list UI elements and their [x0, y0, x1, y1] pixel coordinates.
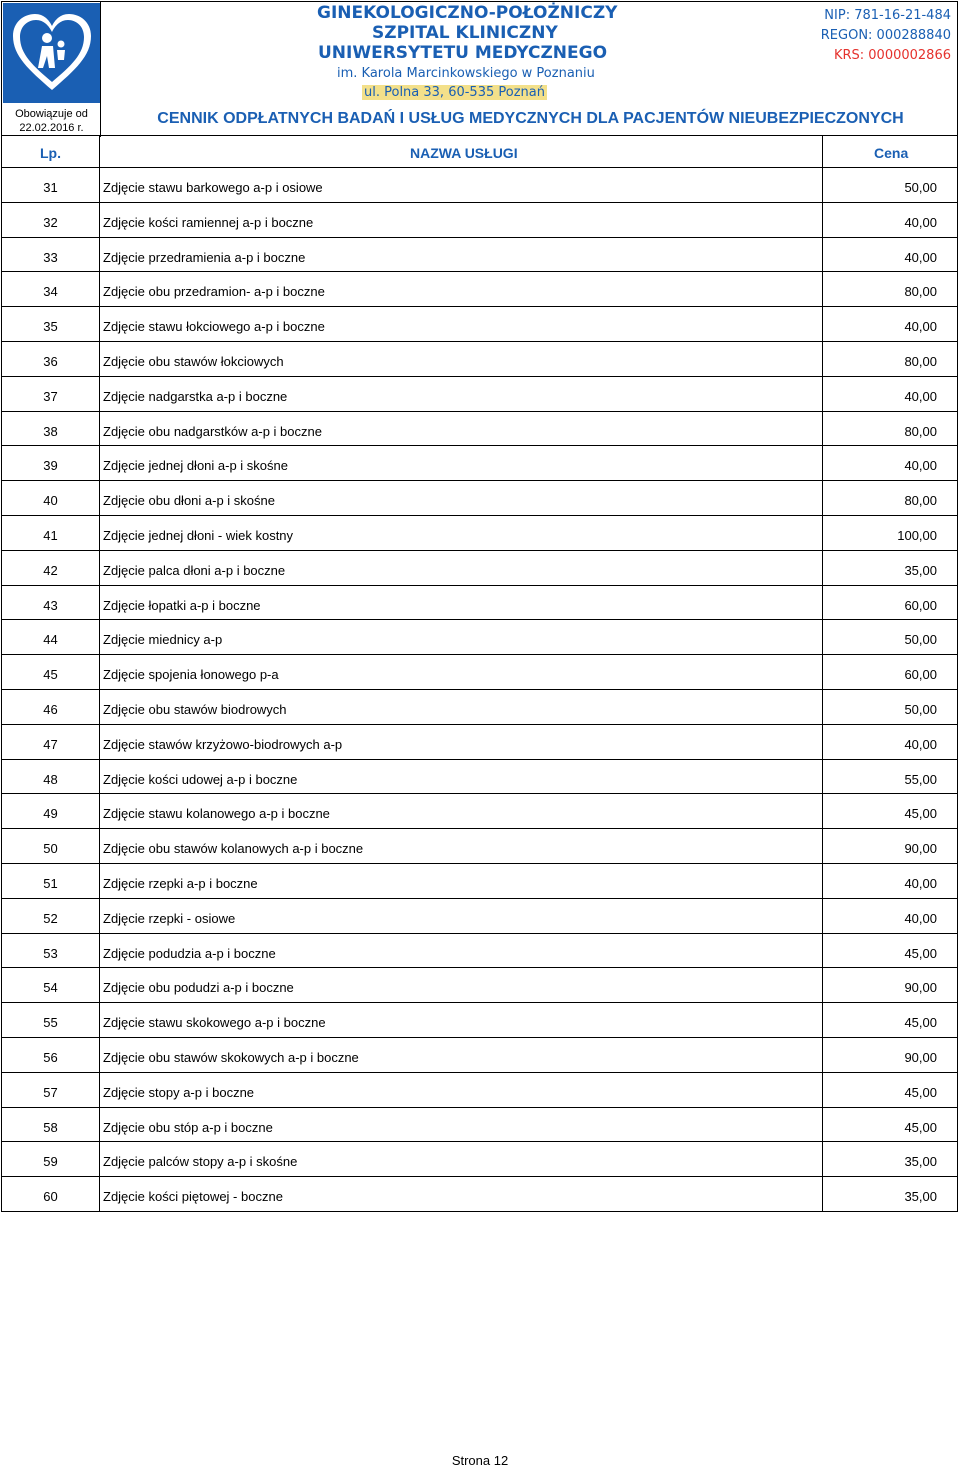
column-divider	[822, 307, 823, 341]
column-divider	[99, 794, 100, 828]
table-row	[1, 968, 958, 1003]
service-name: Zdjęcie nadgarstka a-p i boczne	[103, 388, 288, 404]
table-row	[1, 1038, 958, 1073]
column-divider	[822, 690, 823, 724]
table-row	[1, 481, 958, 516]
service-price: 45,00	[904, 1015, 937, 1031]
column-divider	[822, 1108, 823, 1142]
heart-logo-icon	[9, 12, 95, 94]
document-title: CENNIK ODPŁATNYCH BADAŃ I USŁUG MEDYCZNYCH DLA PACJENTÓW NIEUBEZPIECZONYCH	[157, 110, 904, 127]
service-price: 35,00	[904, 1154, 937, 1170]
row-number: 40	[43, 493, 58, 509]
row-number: 31	[43, 180, 58, 195]
row-number: 39	[43, 458, 58, 474]
address-line2: ul. Polna 33, 60-535 Poznań	[364, 85, 545, 100]
column-divider	[99, 446, 100, 480]
service-name: Zdjęcie kości piętowej - boczne	[103, 1189, 283, 1205]
column-divider	[822, 1142, 823, 1176]
row-number: 49	[43, 806, 58, 822]
service-name: Zdjęcie obu stóp a-p i boczne	[103, 1119, 273, 1135]
row-number: 46	[43, 701, 58, 717]
row-number: 45	[43, 667, 58, 683]
column-divider	[99, 1177, 100, 1211]
table-row	[1, 655, 958, 690]
service-name: Zdjęcie stopy a-p i boczne	[103, 1084, 255, 1100]
column-divider	[822, 272, 823, 306]
column-divider	[822, 864, 823, 898]
table-row	[1, 272, 958, 307]
column-divider	[99, 968, 100, 1002]
service-name: Zdjęcie spojenia łonowego p-a	[103, 667, 279, 683]
column-divider	[99, 899, 100, 933]
service-name: Zdjęcie stawu łokciowego a-p i boczne	[103, 319, 325, 335]
column-divider	[99, 1038, 100, 1072]
table-row	[1, 203, 958, 238]
service-name: Zdjęcie stawu barkowego a-p i osiowe	[103, 180, 323, 195]
row-number: 48	[43, 771, 58, 787]
krs-number: KRS: 0000002866	[833, 48, 951, 63]
row-number: 43	[43, 597, 58, 613]
service-price: 40,00	[904, 736, 937, 752]
row-number: 42	[43, 562, 58, 578]
service-price: 40,00	[904, 458, 937, 474]
column-divider	[99, 586, 100, 620]
hospital-logo	[3, 3, 100, 103]
service-price: 80,00	[904, 493, 937, 509]
column-divider	[99, 1073, 100, 1107]
service-price: 55,00	[904, 771, 937, 787]
column-divider	[99, 1108, 100, 1142]
hospital-name-line3: UNIWERSYTETU MEDYCZNEGO	[318, 43, 608, 63]
column-divider	[99, 620, 100, 654]
service-name: Zdjęcie obu podudzi a-p i boczne	[103, 980, 294, 996]
row-number: 32	[43, 214, 58, 230]
service-name: Zdjęcie miednicy a-p	[103, 632, 223, 648]
service-name: Zdjęcie podudzia a-p i boczne	[103, 945, 276, 961]
service-name: Zdjęcie stawów krzyżowo-biodrowych a-p	[103, 736, 343, 752]
service-name: Zdjęcie obu nadgarstków a-p i boczne	[103, 423, 322, 439]
column-divider	[822, 899, 823, 933]
regon-number: REGON: 000288840	[820, 28, 951, 43]
service-price: 50,00	[904, 180, 937, 195]
service-name: Zdjęcie palców stopy a-p i skośne	[103, 1154, 298, 1170]
valid-from	[3, 103, 100, 136]
service-name: Zdjęcie obu stawów łokciowych	[103, 353, 284, 369]
service-name: Zdjęcie palca dłoni a-p i boczne	[103, 562, 286, 578]
row-number: 34	[43, 284, 58, 300]
row-number: 36	[43, 353, 58, 369]
service-name: Zdjęcie obu stawów biodrowych	[103, 701, 287, 717]
page-number: Strona 12	[451, 1453, 509, 1468]
header-divider	[100, 2, 101, 137]
column-divider	[822, 1003, 823, 1037]
column-divider	[822, 794, 823, 828]
table-row	[1, 307, 958, 342]
column-header-lp: Lp.	[40, 145, 61, 161]
service-name: Zdjęcie kości ramiennej a-p i boczne	[103, 214, 314, 230]
table-row	[1, 168, 958, 203]
service-price: 40,00	[904, 319, 937, 335]
service-name: Zdjęcie przedramienia a-p i boczne	[103, 249, 306, 265]
column-divider	[99, 272, 100, 306]
nip-number: NIP: 781-16-21-484	[824, 8, 951, 23]
row-number: 50	[43, 841, 58, 857]
column-divider	[822, 377, 823, 411]
column-divider	[99, 1003, 100, 1037]
table-row	[1, 238, 958, 273]
table-row	[1, 1108, 958, 1143]
table-row	[1, 551, 958, 586]
service-price: 45,00	[904, 806, 937, 822]
column-divider	[99, 412, 100, 446]
row-number: 59	[43, 1154, 58, 1170]
row-number: 33	[43, 249, 58, 265]
table-row	[1, 760, 958, 795]
service-name: Zdjęcie obu stawów skokowych a-p i boczne	[103, 1049, 359, 1065]
column-divider	[822, 968, 823, 1002]
column-divider	[822, 620, 823, 654]
column-divider	[99, 516, 100, 550]
column-divider	[99, 760, 100, 794]
row-number: 38	[43, 423, 58, 439]
hospital-name-line1: GINEKOLOGICZNO-POŁOŻNICZY	[317, 3, 618, 23]
service-name: Zdjęcie obu przedramion- a-p i boczne	[103, 284, 325, 300]
column-divider	[822, 1073, 823, 1107]
service-price: 40,00	[904, 214, 937, 230]
service-name: Zdjęcie jednej dłoni - wiek kostny	[103, 527, 294, 543]
table-row	[1, 446, 958, 481]
table-row	[1, 586, 958, 621]
service-price: 90,00	[904, 980, 937, 996]
table-row	[1, 1177, 958, 1212]
column-divider	[99, 481, 100, 515]
column-divider	[822, 446, 823, 480]
column-divider	[822, 238, 823, 272]
table-row	[1, 899, 958, 934]
column-divider	[99, 342, 100, 376]
service-price: 60,00	[904, 597, 937, 613]
row-number: 60	[43, 1189, 58, 1205]
service-price: 60,00	[904, 667, 937, 683]
row-number: 35	[43, 319, 58, 335]
table-row	[1, 516, 958, 551]
address-line1: im. Karola Marcinkowskiego w Poznaniu	[337, 66, 595, 81]
service-name: Zdjęcie obu dłoni a-p i skośne	[103, 493, 275, 509]
service-price: 40,00	[904, 875, 937, 891]
table-row	[1, 412, 958, 447]
table-row	[1, 725, 958, 760]
table-row	[1, 829, 958, 864]
column-divider	[99, 690, 100, 724]
column-divider	[99, 829, 100, 863]
column-header-service: NAZWA USŁUGI	[410, 145, 518, 161]
service-price: 90,00	[904, 841, 937, 857]
service-price: 40,00	[904, 249, 937, 265]
service-price: 45,00	[904, 945, 937, 961]
service-name: Zdjęcie rzepki a-p i boczne	[103, 875, 258, 891]
column-divider	[822, 1038, 823, 1072]
table-row	[1, 1142, 958, 1177]
table-row	[1, 342, 958, 377]
service-price: 45,00	[904, 1084, 937, 1100]
column-divider	[99, 377, 100, 411]
column-divider	[99, 136, 100, 167]
row-number: 41	[43, 527, 58, 543]
column-divider	[822, 934, 823, 968]
service-price: 40,00	[904, 388, 937, 404]
service-price: 45,00	[904, 1119, 937, 1135]
row-number: 51	[43, 875, 58, 891]
table-row	[1, 377, 958, 412]
service-price: 90,00	[904, 1049, 937, 1065]
column-divider	[822, 725, 823, 759]
hospital-name-line2: SZPITAL KLINICZNY	[372, 23, 558, 43]
column-divider	[822, 481, 823, 515]
service-price: 50,00	[904, 701, 937, 717]
column-divider	[822, 516, 823, 550]
service-name: Zdjęcie stawu kolanowego a-p i boczne	[103, 806, 330, 822]
table-row	[1, 864, 958, 899]
column-divider	[99, 238, 100, 272]
column-divider	[99, 203, 100, 237]
service-name: Zdjęcie rzepki - osiowe	[103, 910, 236, 926]
table-row	[1, 1003, 958, 1038]
column-divider	[822, 655, 823, 689]
column-divider	[99, 168, 100, 202]
table-row	[1, 1073, 958, 1108]
column-divider	[99, 1142, 100, 1176]
valid-from-label: Obowiązuje od	[15, 108, 88, 120]
table-header	[1, 136, 958, 168]
service-price: 80,00	[904, 423, 937, 439]
column-divider	[99, 725, 100, 759]
service-name: Zdjęcie łopatki a-p i boczne	[103, 597, 261, 613]
hospital-name	[112, 4, 712, 63]
row-number: 47	[43, 736, 58, 752]
price-table-body	[1, 168, 958, 1212]
column-divider	[822, 203, 823, 237]
registration-ids	[821, 6, 951, 66]
column-divider	[99, 551, 100, 585]
table-row	[1, 690, 958, 725]
service-price: 35,00	[904, 562, 937, 578]
document-header	[1, 1, 958, 136]
row-number: 37	[43, 388, 58, 404]
column-divider	[822, 168, 823, 202]
column-divider	[99, 864, 100, 898]
column-divider	[99, 307, 100, 341]
service-name: Zdjęcie obu stawów kolanowych a-p i boczne	[103, 841, 364, 857]
service-name: Zdjęcie kości udowej a-p i boczne	[103, 771, 298, 787]
row-number: 52	[43, 910, 58, 926]
column-divider	[822, 586, 823, 620]
table-row	[1, 794, 958, 829]
service-name: Zdjęcie stawu skokowego a-p i boczne	[103, 1015, 326, 1031]
service-price: 40,00	[904, 910, 937, 926]
row-number: 53	[43, 945, 58, 961]
column-header-price: Cena	[874, 145, 909, 161]
service-price: 35,00	[904, 1189, 937, 1205]
table-row	[1, 620, 958, 655]
column-divider	[822, 829, 823, 863]
row-number: 56	[43, 1049, 58, 1065]
column-divider	[99, 934, 100, 968]
service-price: 100,00	[897, 527, 937, 543]
table-row	[1, 934, 958, 969]
row-number: 44	[43, 632, 58, 648]
column-divider	[822, 342, 823, 376]
valid-from-date: 22.02.2016 r.	[19, 122, 84, 134]
service-name: Zdjęcie jednej dłoni a-p i skośne	[103, 458, 288, 474]
service-price: 80,00	[904, 284, 937, 300]
row-number: 58	[43, 1119, 58, 1135]
column-divider	[822, 551, 823, 585]
column-divider	[822, 1177, 823, 1211]
column-divider	[822, 412, 823, 446]
column-divider	[822, 136, 823, 167]
service-price: 80,00	[904, 353, 937, 369]
row-number: 57	[43, 1084, 58, 1100]
row-number: 54	[43, 980, 58, 996]
row-number: 55	[43, 1015, 58, 1031]
service-price: 50,00	[904, 632, 937, 648]
column-divider	[822, 760, 823, 794]
column-divider	[99, 655, 100, 689]
